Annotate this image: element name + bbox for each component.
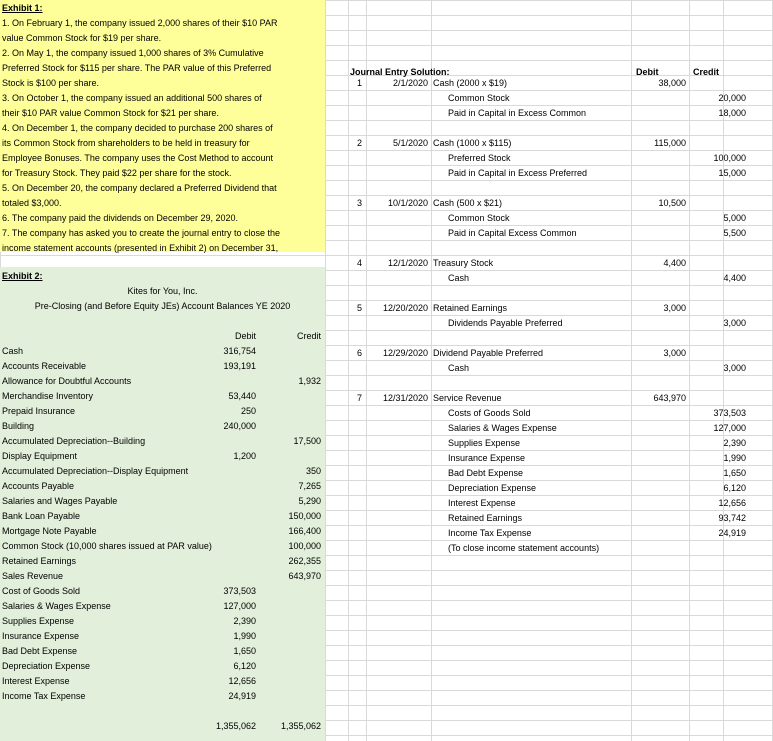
account-name: Interest Expense	[2, 676, 70, 686]
entry-date: 12/1/2020	[387, 258, 428, 268]
entry-account: Dividends Payable Preferred	[448, 318, 563, 328]
entry-account: Bad Debt Expense	[448, 468, 524, 478]
entry-number: 1	[357, 78, 363, 88]
account-name: Building	[2, 421, 35, 431]
entry-credit: 4,400	[723, 273, 746, 283]
entry-account: Insurance Expense	[448, 453, 526, 463]
account-credit: 350	[305, 466, 321, 476]
entry-debit: 3,000	[663, 348, 686, 358]
entry-number: 2	[357, 138, 363, 148]
account-debit: 1,650	[233, 646, 256, 656]
entry-credit: 373,503	[713, 408, 746, 418]
exhibit1-line: Stock is $100 per share.	[2, 78, 100, 88]
total-debit: 1,355,062	[215, 721, 256, 731]
entry-debit: 115,000	[654, 138, 686, 148]
balance-subtitle: Pre-Closing (and Before Equity JEs) Account Balances YE 2020	[34, 301, 291, 311]
exhibit1-line: value Common Stock for $19 per share.	[2, 33, 162, 43]
account-name: Accumulated Depreciation--Building	[2, 436, 146, 446]
entry-credit: 18,000	[718, 108, 746, 118]
journal-debit-header: Debit	[636, 67, 659, 77]
account-name: Cost of Goods Sold	[2, 586, 81, 596]
entry-account: Supplies Expense	[448, 438, 521, 448]
entry-account: Cash (500 x $21)	[433, 198, 503, 208]
account-debit: 250	[240, 406, 256, 416]
account-debit: 24,919	[228, 691, 256, 701]
account-debit: 53,440	[228, 391, 256, 401]
entry-credit: 15,000	[718, 168, 746, 178]
entry-number: 6	[357, 348, 363, 358]
exhibit2-title: Exhibit 2:	[2, 271, 43, 281]
entry-account: (To close income statement accounts)	[448, 543, 600, 553]
exhibit1-line: 3. On October 1, the company issued an additional 500 shares of	[2, 93, 262, 103]
account-name: Merchandise Inventory	[2, 391, 94, 401]
exhibit1-line: its Common Stock from shareholders to be held in treasury for	[2, 138, 250, 148]
account-name: Supplies Expense	[2, 616, 75, 626]
account-name: Display Equipment	[2, 451, 78, 461]
exhibit1-line: 2. On May 1, the company issued 1,000 shares of 3% Cumulative	[2, 48, 264, 58]
entry-account: Costs of Goods Sold	[448, 408, 531, 418]
exhibit1-line: 1. On February 1, the company issued 2,000 shares of their $10 PAR	[2, 18, 278, 28]
account-name: Mortgage Note Payable	[2, 526, 97, 536]
entry-credit: 5,500	[723, 228, 746, 238]
entry-credit: 12,656	[718, 498, 746, 508]
account-debit: 193,191	[223, 361, 256, 371]
account-name: Common Stock (10,000 shares issued at PAR value)	[2, 541, 212, 551]
entry-credit: 5,000	[723, 213, 746, 223]
account-debit: 127,000	[223, 601, 256, 611]
entry-date: 5/1/2020	[392, 138, 428, 148]
entry-number: 5	[357, 303, 363, 313]
entry-account: Service Revenue	[433, 393, 502, 403]
entry-account: Retained Earnings	[433, 303, 508, 313]
total-credit: 1,355,062	[280, 721, 321, 731]
exhibit1-line: totaled $3,000.	[2, 198, 62, 208]
column-divider	[366, 0, 367, 741]
account-credit: 17,500	[293, 436, 321, 446]
entry-account: Salaries & Wages Expense	[448, 423, 557, 433]
entry-account: Income Tax Expense	[448, 528, 532, 538]
account-name: Sales Revenue	[2, 571, 64, 581]
column-divider	[431, 0, 432, 741]
account-credit: 262,355	[288, 556, 321, 566]
entry-account: Paid in Capital Excess Common	[448, 228, 577, 238]
entry-debit: 4,400	[663, 258, 686, 268]
account-credit: 643,970	[288, 571, 321, 581]
account-name: Salaries & Wages Expense	[2, 601, 111, 611]
account-credit: 7,265	[298, 481, 321, 491]
entry-date: 10/1/2020	[387, 198, 428, 208]
entry-credit: 1,650	[723, 468, 746, 478]
column-divider	[631, 0, 632, 741]
entry-debit: 3,000	[663, 303, 686, 313]
exhibit1-title: Exhibit 1:	[2, 3, 43, 13]
account-credit: 5,290	[298, 496, 321, 506]
account-name: Insurance Expense	[2, 631, 80, 641]
account-credit: 100,000	[288, 541, 321, 551]
exhibit1-line: Employee Bonuses. The company uses the Cost Method to account	[2, 153, 273, 163]
exhibit1-line: their $10 PAR value Common Stock for $21 per share.	[2, 108, 219, 118]
entry-debit: 643,970	[653, 393, 686, 403]
exhibit1-line: 5. On December 20, the company declared a Preferred Dividend that	[2, 183, 277, 193]
account-name: Income Tax Expense	[2, 691, 86, 701]
account-name: Accounts Receivable	[2, 361, 87, 371]
entry-credit: 20,000	[718, 93, 746, 103]
account-name: Accumulated Depreciation--Display Equipment	[2, 466, 189, 476]
entry-date: 12/20/2020	[382, 303, 428, 313]
entry-account: Retained Earnings	[448, 513, 523, 523]
entry-credit: 100,000	[713, 153, 746, 163]
exhibit2-debit-header: Debit	[234, 331, 256, 341]
entry-account: Preferred Stock	[448, 153, 511, 163]
entry-credit: 3,000	[723, 363, 746, 373]
entry-account: Treasury Stock	[433, 258, 494, 268]
exhibit1-line: income statement accounts (presented in Exhibit 2) on December 31,	[2, 243, 279, 253]
entry-number: 7	[357, 393, 363, 403]
entry-account: Depreciation Expense	[448, 483, 537, 493]
account-debit: 373,503	[223, 586, 256, 596]
entry-account: Paid in Capital in Excess Preferred	[448, 168, 588, 178]
entry-date: 12/31/2020	[382, 393, 428, 403]
exhibit2-credit-header: Credit	[296, 331, 321, 341]
account-credit: 1,932	[298, 376, 321, 386]
account-name: Salaries and Wages Payable	[2, 496, 118, 506]
account-debit: 6,120	[233, 661, 256, 671]
journal-title: Journal Entry Solution:	[350, 67, 450, 77]
entry-date: 2/1/2020	[392, 78, 428, 88]
exhibit1-line: 6. The company paid the dividends on December 29, 2020.	[2, 213, 238, 223]
account-credit: 150,000	[288, 511, 321, 521]
entry-credit: 1,990	[723, 453, 746, 463]
entry-credit: 2,390	[723, 438, 746, 448]
account-name: Cash	[2, 346, 24, 356]
entry-number: 4	[357, 258, 363, 268]
exhibit1-line: 7. The company has asked you to create the journal entry to close the	[2, 228, 280, 238]
entry-date: 12/29/2020	[382, 348, 428, 358]
entry-credit: 3,000	[723, 318, 746, 328]
entry-account: Cash	[448, 273, 470, 283]
entry-number: 3	[357, 198, 363, 208]
account-name: Allowance for Doubtful Accounts	[2, 376, 132, 386]
account-debit: 316,754	[223, 346, 256, 356]
entry-credit: 93,742	[718, 513, 746, 523]
account-debit: 2,390	[233, 616, 256, 626]
exhibit1-line: Preferred Stock for $115 per share. The PAR value of this Preferred	[2, 63, 272, 73]
journal-credit-header: Credit	[693, 67, 720, 77]
entry-account: Common Stock	[448, 93, 510, 103]
entry-account: Cash (1000 x $115)	[433, 138, 512, 148]
company-name: Kites for You, Inc.	[127, 286, 198, 296]
account-name: Bank Loan Payable	[2, 511, 81, 521]
exhibit1-line: for Treasury Stock. They paid $22 per share for the stock.	[2, 168, 232, 178]
entry-debit: 38,000	[658, 78, 686, 88]
account-debit: 1,990	[233, 631, 256, 641]
account-name: Accounts Payable	[2, 481, 75, 491]
entry-account: Dividend Payable Preferred	[433, 348, 544, 358]
entry-account: Cash	[448, 363, 470, 373]
account-debit: 12,656	[228, 676, 256, 686]
account-name: Depreciation Expense	[2, 661, 91, 671]
column-divider	[348, 0, 349, 741]
entry-account: Cash (2000 x $19)	[433, 78, 508, 88]
entry-credit: 127,000	[713, 423, 746, 433]
column-divider	[325, 0, 326, 741]
entry-credit: 6,120	[723, 483, 746, 493]
entry-credit: 24,919	[718, 528, 746, 538]
account-name: Retained Earnings	[2, 556, 77, 566]
account-credit: 166,400	[288, 526, 321, 536]
entry-account: Common Stock	[448, 213, 510, 223]
account-name: Prepaid Insurance	[2, 406, 76, 416]
account-debit: 240,000	[223, 421, 256, 431]
entry-account: Paid in Capital in Excess Common	[448, 108, 587, 118]
exhibit1-line: 4. On December 1, the company decided to purchase 200 shares of	[2, 123, 273, 133]
entry-account: Interest Expense	[448, 498, 516, 508]
entry-debit: 10,500	[658, 198, 686, 208]
account-name: Bad Debt Expense	[2, 646, 78, 656]
account-debit: 1,200	[233, 451, 256, 461]
